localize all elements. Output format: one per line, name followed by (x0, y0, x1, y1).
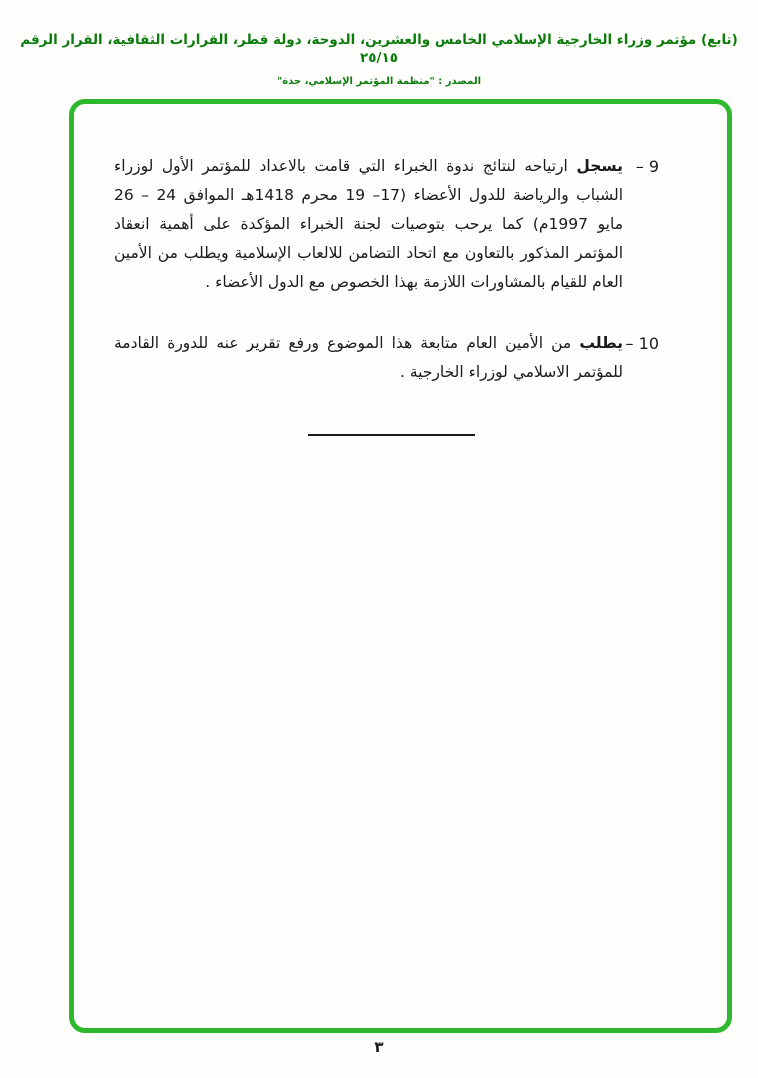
item-9-paragraph (114, 152, 623, 297)
item-10-lead-word: يطلب (579, 334, 623, 352)
end-of-text-divider (308, 434, 475, 436)
item-10-paragraph (114, 329, 623, 387)
item-9-text: ارتياحه لنتائج ندوة الخبراء التي قامت بالاعداد للمؤتمر الأول لوزراء الشباب والرياضة للدول الأعضاء (17– 19 محرم 1418هـ الموافق 24 – 26 مايو 1997م) كما يرحب بتوصيات لجنة الخبراء المؤكدة على أهمية انعقاد المؤتمر المذكور بالتعاون مع اتحاد التضامن للالعاب الإسلامية ويطلب من الأمين العام للقيام بالمشاورات اللازمة بهذا الخصوص مع الدول الأعضاء . (114, 157, 623, 291)
header-title: (تابع) مؤتمر وزراء الخارجية الإسلامي الخامس والعشرين، الدوحة، دولة قطر، القرارات الثقافية، القرار الرقم ٢٥/١٥ (20, 32, 738, 66)
item-number-10: 10 – (625, 334, 659, 353)
item-10-text: من الأمين العام متابعة هذا الموضوع ورفع تقرير عنه للدورة القادمة للمؤتمر الاسلامي لوزراء الخارجية . (114, 334, 623, 381)
resolution-body (114, 152, 659, 419)
item-9-lead-word: يسجل (576, 157, 623, 175)
header-source-line: المصدر : "منظمة المؤتمر الإسلامي، جدة" (276, 76, 481, 87)
item-number-9: 9 – (635, 157, 659, 176)
resolution-frame (69, 99, 732, 1033)
document-header (20, 31, 738, 87)
resolution-item-10 (114, 329, 659, 387)
resolution-item-9 (114, 152, 659, 297)
page-number: ٣ (374, 1038, 384, 1056)
